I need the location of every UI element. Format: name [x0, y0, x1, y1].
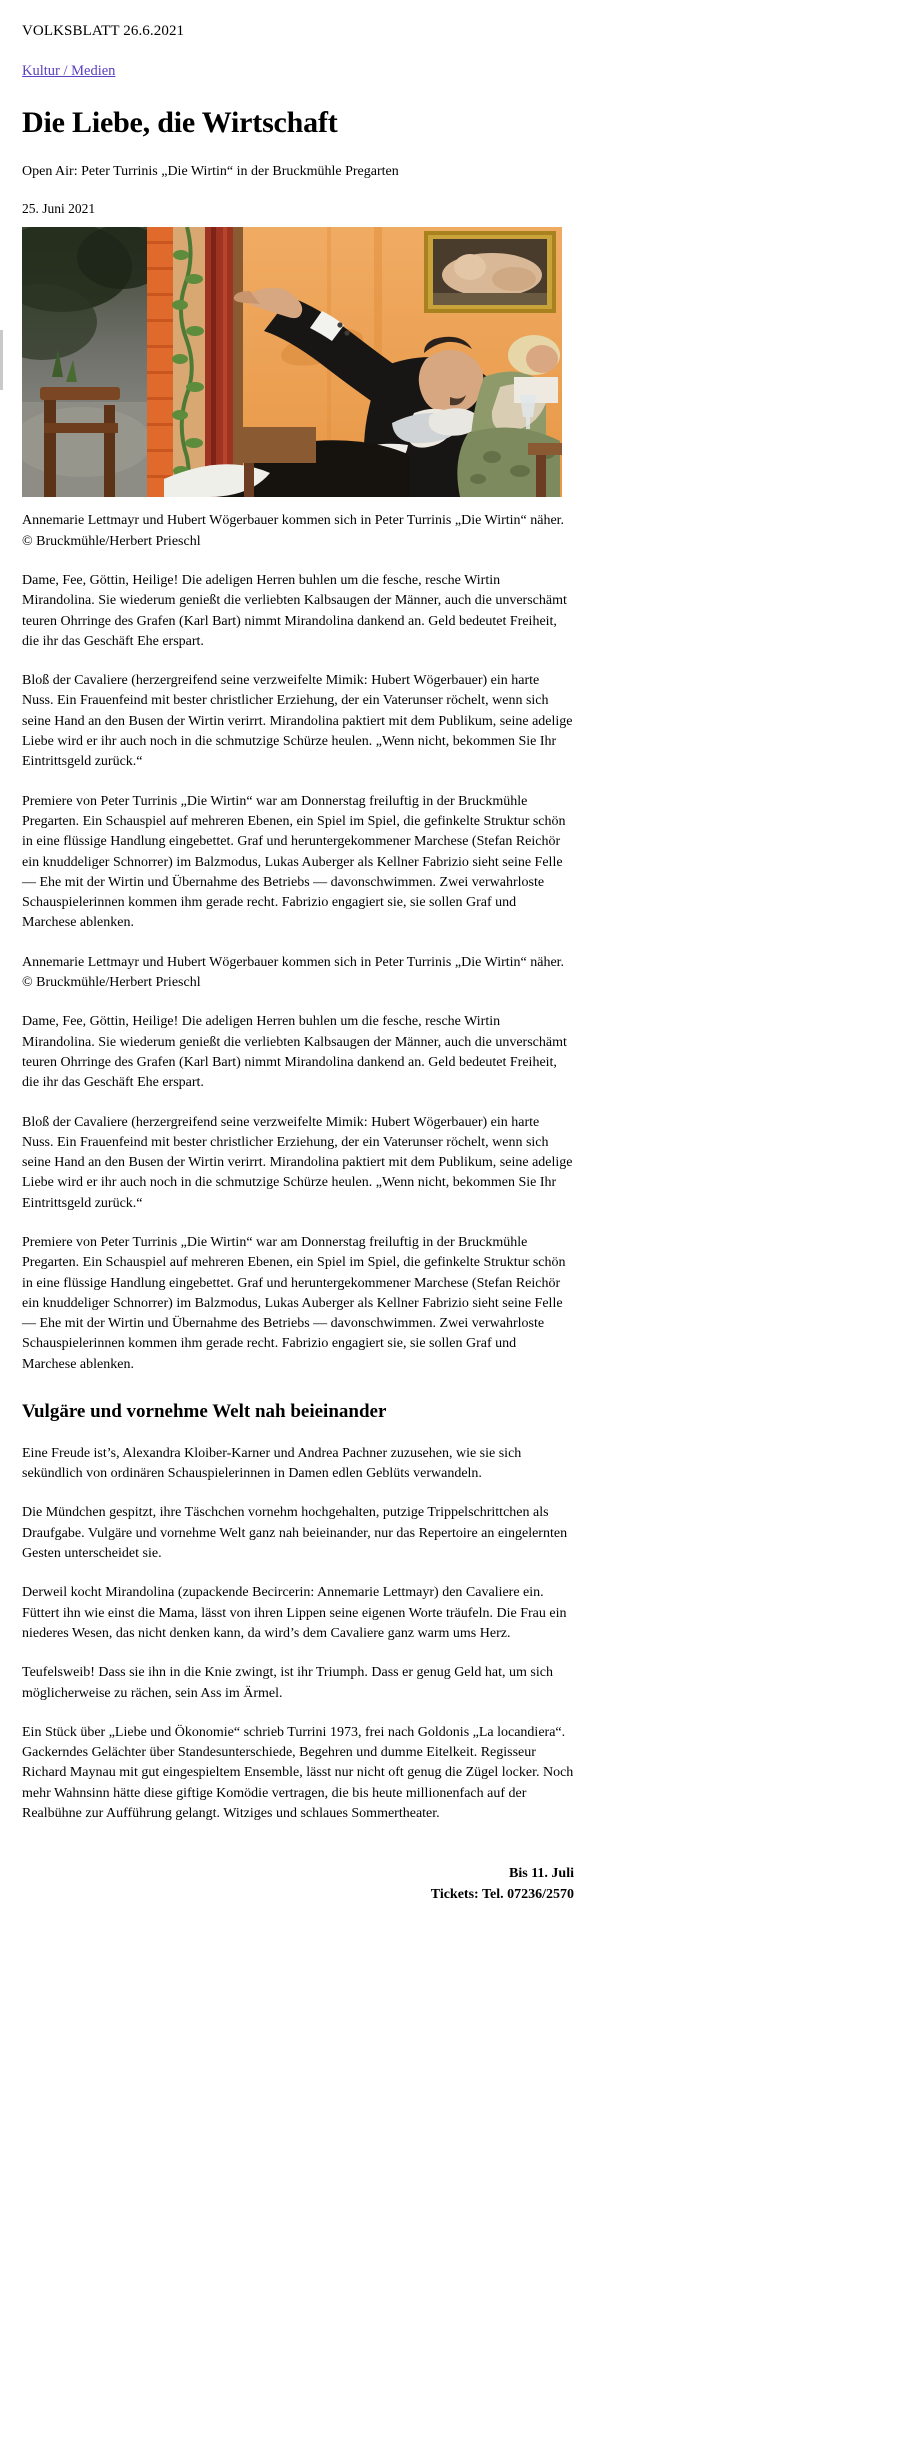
article-paragraph: Ein Stück über „Liebe und Ökonomie“ schrieb Turrini 1973, frei nach Goldonis „La locandiera“. Gackerndes Gelächter über Standesunterschiede, Begehren und dumme Eitelkeit. Regisseur Richard Maynau mit gut eingespieltem Ensemble, lässt nur nicht oft genug die Zügel locker. Noch mehr Wahnsinn hätte diese giftige Komödie vertragen, die bis heute millionenfach auf der Realbühne zur Aufführung gelangt. Witziges und schlaues Sommertheater.: [22, 1724, 574, 1822]
left-accent-bar: [0, 330, 3, 390]
article-paragraph: Die Mündchen gespitzt, ihre Täschchen vornehm hochgehalten, putzige Trippelschrittchen als Draufgabe. Vulgäre und vornehme Welt ganz nah beieinander, nur das Repertoire an eingelernten Gesten unterscheidet sie.: [22, 1505, 568, 1562]
article-paragraph: Teufelsweib! Dass sie ihn in die Knie zwingt, ist ihr Triumph. Dass er genug Geld hat, um sich möglicherweise zu rächen, sein Ass im Ärmel.: [22, 1665, 553, 1701]
article-paragraph: Bloß der Cavaliere (herzergreifend seine verzweifelte Mimik: Hubert Wögerbauer) ein harte Nuss. Ein Frauenfeind mit bester christlicher Erziehung, der ein Vaterunser röchelt, wenn sich seine Hand an den Busen der Wirtin verirrt. Mirandolina paktiert mit dem Publikum, seine adelige Liebe wird er ihr auch noch in die schmutzige Schürze heulen. „Wenn nicht, bekommen Sie Ihr Eintrittsgeld zurück.“: [22, 1114, 573, 1211]
masthead: VOLKSBLATT 26.6.2021: [22, 23, 185, 39]
article-paragraph: Eine Freude ist’s, Alexandra Kloiber-Karner und Andrea Pachner zuzusehen, wie sie sich sekündlich von ordinären Schauspielerinnen in Damen edlen Geblüts verwandeln.: [22, 1445, 522, 1482]
article-photo-figure: [22, 227, 562, 497]
section-subheading: Vulgäre und vornehme Welt nah beieinander: [22, 1401, 387, 1423]
article-paragraph: Derweil kocht Mirandolina (zupackende Becircerin: Annemarie Lettmayr) den Cavaliere ein. Füttert ihn wie einst die Mama, lässt von ihren Lippen seine eigenen Worte träufeln. Die Frau ein niederes Wesen, das nicht denken kann, da wird’s dem Cavaliere ganz warm ums Herz.: [22, 1585, 567, 1641]
run-dates: Bis 11. Juli: [509, 1866, 574, 1882]
article-paragraph: Dame, Fee, Göttin, Heilige! Die adeligen Herren buhlen um die fesche, resche Wirtin Mirandolina. Sie wiederum genießt die verliebten Kalbsaugen der Männer, auch die unverschämt teuren Ohrringe des Grafen (Karl Bart) nimmt Mirandolina dankend an. Geld bedeutet Freiheit, die ihr das Geschäft Ehe erspart.: [22, 1014, 567, 1091]
article-dateline: 25. Juni 2021: [22, 201, 96, 217]
article-paragraph: Premiere von Peter Turrinis „Die Wirtin“ war am Donnerstag freiluftig in der Bruckmühle Pregarten. Ein Schauspiel auf mehreren Ebenen, ein Spiel im Spiel, die gefinkelte Struktur schön in eine flüssige Handlung eingebettet. Graf und heruntergekommener Marchese (Stefan Reichör ein knuddeliger Schnorrer) im Balzmodus, Lukas Auberger als Kellner Fabrizio sieht seine Felle — Ehe mit der Wirtin und Übernahme des Betriebs — davonschwimmen. Zwei verwahrloste Schauspielerinnen kommen ihm gerade recht. Fabrizio engagiert sie, sie sollen Graf und Marchese ablenken.: [22, 1235, 566, 1372]
photo-caption: Annemarie Lettmayr und Hubert Wögerbauer kommen sich in Peter Turrinis „Die Wirtin“ näher. © Bruckmühle/Herbert Prieschl: [22, 513, 565, 549]
stage-photo-die-wirtin: [22, 227, 562, 497]
page-title: Die Liebe, die Wirtschaft: [22, 106, 338, 139]
stage-photo-illustration: [22, 227, 562, 497]
ticket-info-footer: [22, 1864, 574, 1923]
article-content: [22, 106, 574, 1923]
article-standfirst: Open Air: Peter Turrinis „Die Wirtin“ in der Bruckmühle Pregarten: [22, 163, 399, 179]
tickets-phone: Tickets: Tel. 07236/2570: [430, 1886, 574, 1902]
article-paragraph: Annemarie Lettmayr und Hubert Wögerbauer kommen sich in Peter Turrinis „Die Wirtin“ näher. © Bruckmühle/Herbert Prieschl: [22, 954, 565, 991]
article-paragraph: Dame, Fee, Göttin, Heilige! Die adeligen Herren buhlen um die fesche, resche Wirtin Mirandolina. Sie wiederum genießt die verliebten Kalbsaugen der Männer, auch die unverschämt teuren Ohrringe des Grafen (Karl Bart) nimmt Mirandolina dankend an. Geld bedeutet Freiheit, die ihr das Geschäft Ehe erspart.: [22, 572, 567, 649]
article-paragraph: Bloß der Cavaliere (herzergreifend seine verzweifelte Mimik: Hubert Wögerbauer) ein harte Nuss. Ein Frauenfeind mit bester christlicher Erziehung, der ein Vaterunser röchelt, wenn sich seine Hand an den Busen der Wirtin verirrt. Mirandolina paktiert mit dem Publikum, seine adelige Liebe wird er ihr auch noch in die schmutzige Schürze heulen. „Wenn nicht, bekommen Sie Ihr Eintrittsgeld zurück.“: [22, 673, 573, 770]
article-paragraph: Premiere von Peter Turrinis „Die Wirtin“ war am Donnerstag freiluftig in der Bruckmühle Pregarten. Ein Schauspiel auf mehreren Ebenen, ein Spiel im Spiel, die gefinkelte Struktur schön in eine flüssige Handlung eingebettet. Graf und heruntergekommener Marchese (Stefan Reichör ein knuddeliger Schnorrer) im Balzmodus, Lukas Auberger als Kellner Fabrizio sieht seine Felle — Ehe mit der Wirtin und Übernahme des Betriebs — davonschwimmen. Zwei verwahrloste Schauspielerinnen kommen ihm gerade recht. Fabrizio engagiert sie, sie sollen Graf und Marchese ablenken.: [22, 793, 566, 931]
category-link-kultur-medien[interactable]: Kultur / Medien: [22, 63, 116, 79]
